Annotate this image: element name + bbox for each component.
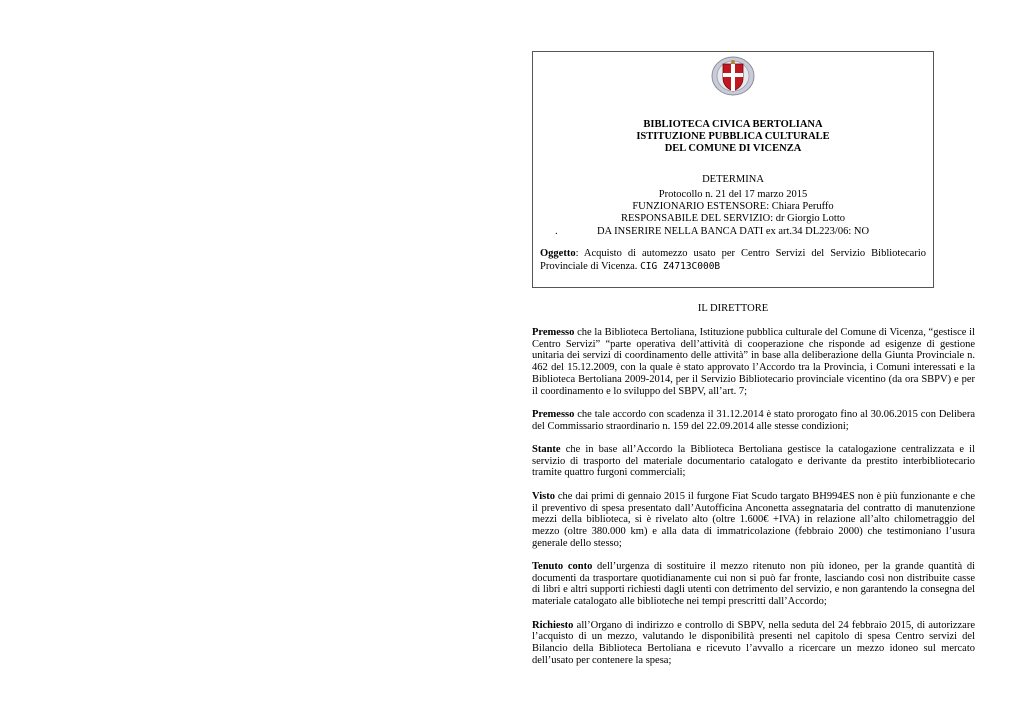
document-body: [532, 327, 975, 678]
oggetto-block: [540, 248, 926, 273]
oggetto-text: : Acquisto di automezzo usato per Centro Servizi del Servizio Bibliotecario Provinciale di Vicenza.: [540, 248, 926, 272]
protocol-block: [533, 189, 933, 238]
paragraph-lead: Richiesto: [532, 619, 574, 631]
paragraph-text: dell’urgenza di sostituire il mezzo ritenuto non più idoneo, per la grande quantità di documenti da trasportare quotidianamente cui non si può far fronte, lasciando così non distribuite casse di libri e altri supporti richiesti dagli utenti con detrimento del servizio, e non garantendo la consegna del materiale catalogato alle biblioteche nei tempi prescritti dall’Accordo;: [532, 561, 976, 608]
cig-code: CIG Z4713C000B: [640, 260, 721, 272]
banca-dati-line: [533, 226, 933, 238]
bullet-dot: .: [555, 225, 558, 237]
library-shield-logo-icon: [711, 56, 755, 96]
paragraph-premesso-2: [532, 409, 975, 432]
paragraph-tenuto-conto: [532, 561, 975, 608]
protocol-number: Protocollo n. 21 del 17 marzo 2015: [658, 189, 808, 200]
director-heading: IL DIRETTORE: [697, 303, 769, 314]
document-header-box: [532, 51, 934, 288]
paragraph-text: che dai primi di gennaio 2015 il furgone Fiat Scudo targato BH994ES non è più funzionante e che il preventivo di spesa presentato dall’Autofficina Anconetta assegnataria del contratto di manutenzione mezzi della biblioteca, si è rivelato alto (oltre 1.600€ +IVA) in relazione all’alto chilometraggio del mezzo (oltre 380.000 km) e alla data di immatricolazione (febbraio 2000) che testimoniano l’usura generale dello stesso;: [532, 490, 975, 549]
paragraph-premesso-1: [532, 327, 975, 397]
paragraph-text: che tale accordo con scadenza il 31.12.2014 è stato prorogato fino al 30.06.2015 con Delibera del Commissario straordinario n. 159 del 22.09.2014 alle stesse condizioni;: [532, 408, 975, 432]
paragraph-lead: Tenuto conto: [532, 561, 593, 572]
institution-line-3: DEL COMUNE DI VICENZA: [664, 143, 802, 155]
paragraph-lead: Stante: [532, 444, 561, 455]
banca-dati-text: DA INSERIRE NELLA BANCA DATI ex art.34 DL223/06: NO: [596, 225, 870, 237]
paragraph-richiesto: [532, 620, 975, 667]
document-type: DETERMINA: [702, 174, 764, 185]
paragraph-text: che la Biblioteca Bertoliana, Istituzione pubblica culturale del Comune di Vicenza, “gestisce il Centro Servizi” “parte operativa dell’attività di cooperazione che risponde ad esigenze di gestione unitaria dei servizi di coordinamento delle attività” in base alla deliberazione della Giunta Provinciale n. 462 del 15.12.2009, con la quale è stato approvato l’Accordo tra la Provincia, i Comuni interessati e la Biblioteca Bertoliana 2009-2014, per il Servizio Bibliotecario provinciale vicentino (da ora SBPV) e per il coordinamento e lo sviluppo del SBPV, all’art. 7;: [532, 327, 975, 397]
funzionario-estensore: FUNZIONARIO ESTENSORE: Chiara Peruffo: [632, 201, 834, 213]
institution-line-1: BIBLIOTECA CIVICA BERTOLIANA: [643, 119, 823, 130]
paragraph-stante: [532, 444, 975, 479]
oggetto-label: Oggetto: [540, 248, 576, 259]
paragraph-lead: Visto: [532, 490, 555, 502]
institution-name: [533, 119, 933, 156]
paragraph-text: che in base all’Accordo la Biblioteca Bertoliana gestisce la catalogazione centralizzata e il servizio di trasporto del materiale documentario catalogato e derivante da prestito interbibliotecario tramite quattro furgoni commerciali;: [532, 444, 975, 479]
paragraph-visto: [532, 491, 975, 550]
responsabile-servizio: RESPONSABILE DEL SERVIZIO: dr Giorgio Lotto: [620, 213, 846, 225]
paragraph-lead: Premesso: [532, 327, 575, 338]
institution-line-2: ISTITUZIONE PUBBLICA CULTURALE: [636, 131, 830, 143]
paragraph-text: all’Organo di indirizzo e controllo di SBPV, nella seduta del 24 febbraio 2015, di autorizzare l’acquisto di un mezzo, valutando le disponibilità presenti nel capitolo di spesa Centro servizi del Bilancio della Biblioteca Bertoliana e ricevuto l’avvallo a ricercare un mezzo idoneo sul mercato dell’usato per contenere la spesa;: [532, 619, 975, 666]
paragraph-lead: Premesso: [532, 408, 575, 420]
